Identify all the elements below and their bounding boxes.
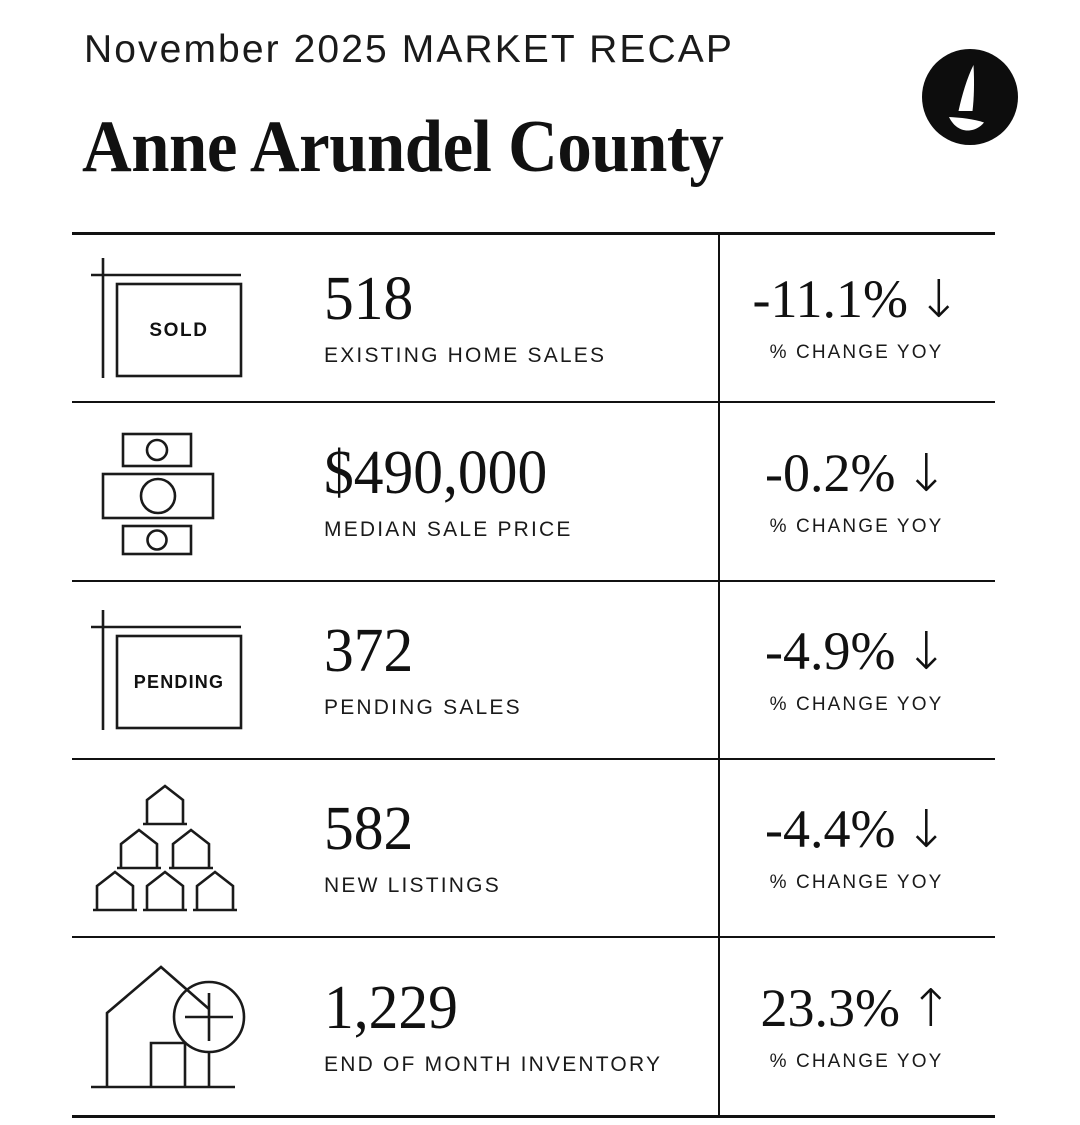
- sold-sign-text: SOLD: [149, 319, 209, 341]
- change-value-group: [764, 799, 949, 860]
- metric-text-group: [262, 438, 573, 542]
- metric-text-group: [262, 795, 501, 898]
- change-label: % CHANGE YOY: [769, 1050, 944, 1072]
- table-row: [72, 582, 995, 758]
- change-label: % CHANGE YOY: [769, 872, 944, 893]
- house-with-tree-icon: [72, 938, 262, 1115]
- change-value: 23.3%: [760, 977, 900, 1038]
- metric-text-group: [262, 264, 607, 368]
- money-stack-icon: [72, 403, 262, 580]
- metric-value: $490,000: [324, 438, 548, 507]
- change-label: % CHANGE YOY: [769, 694, 944, 715]
- metric-text-group: [262, 973, 663, 1077]
- metric-cell: [72, 760, 718, 936]
- metric-label: EXISTING HOME SALES: [324, 343, 607, 367]
- table-row: [72, 938, 995, 1115]
- metric-value: 582: [324, 795, 414, 863]
- table-row: [72, 760, 995, 936]
- change-value-group: [764, 442, 949, 504]
- metric-cell: [72, 234, 718, 401]
- change-value: -4.4%: [764, 799, 896, 859]
- table-row: [72, 234, 995, 401]
- change-value: -0.2%: [764, 442, 896, 503]
- pending-sign-icon: [72, 582, 262, 758]
- table-rule-bottom: [72, 1115, 995, 1118]
- change-value-group: [764, 621, 949, 682]
- report-period-eyebrow: November 2025 MARKET RECAP: [84, 28, 734, 71]
- change-cell: [718, 234, 995, 401]
- change-value-group: [760, 977, 953, 1039]
- change-value: -11.1%: [752, 268, 908, 329]
- metric-label: NEW LISTINGS: [324, 874, 501, 897]
- change-value-group: [752, 268, 961, 330]
- arrow-down-icon: ↓: [904, 622, 949, 682]
- change-cell: [718, 403, 995, 580]
- metric-cell: [72, 582, 718, 758]
- house-cluster-icon: [72, 760, 262, 936]
- arrow-up-icon: ↑: [908, 978, 953, 1039]
- sold-sign-icon: [72, 234, 262, 401]
- metric-cell: [72, 403, 718, 580]
- change-cell: [718, 582, 995, 758]
- page-title: Anne Arundel County: [82, 106, 724, 188]
- change-cell: [718, 760, 995, 936]
- header: [0, 0, 1080, 215]
- metric-label: MEDIAN SALE PRICE: [324, 517, 573, 541]
- metric-cell: [72, 938, 718, 1115]
- metric-text-group: [262, 617, 522, 720]
- metric-label: PENDING SALES: [324, 696, 522, 719]
- metrics-table: [72, 232, 995, 1118]
- sailboat-in-circle-logo: [920, 47, 1020, 147]
- change-value: -4.9%: [764, 621, 896, 681]
- metric-label: END OF MONTH INVENTORY: [324, 1052, 663, 1076]
- pending-sign-text: PENDING: [133, 672, 225, 692]
- arrow-down-icon: ↓: [904, 443, 949, 504]
- metric-value: 1,229: [324, 973, 458, 1042]
- metric-value: 518: [324, 264, 414, 333]
- arrow-down-icon: ↓: [904, 800, 949, 860]
- change-cell: [718, 938, 995, 1115]
- change-label: % CHANGE YOY: [769, 341, 944, 363]
- metric-value: 372: [324, 617, 414, 685]
- arrow-down-icon: ↓: [916, 269, 961, 330]
- table-row: [72, 403, 995, 580]
- change-label: % CHANGE YOY: [769, 515, 944, 537]
